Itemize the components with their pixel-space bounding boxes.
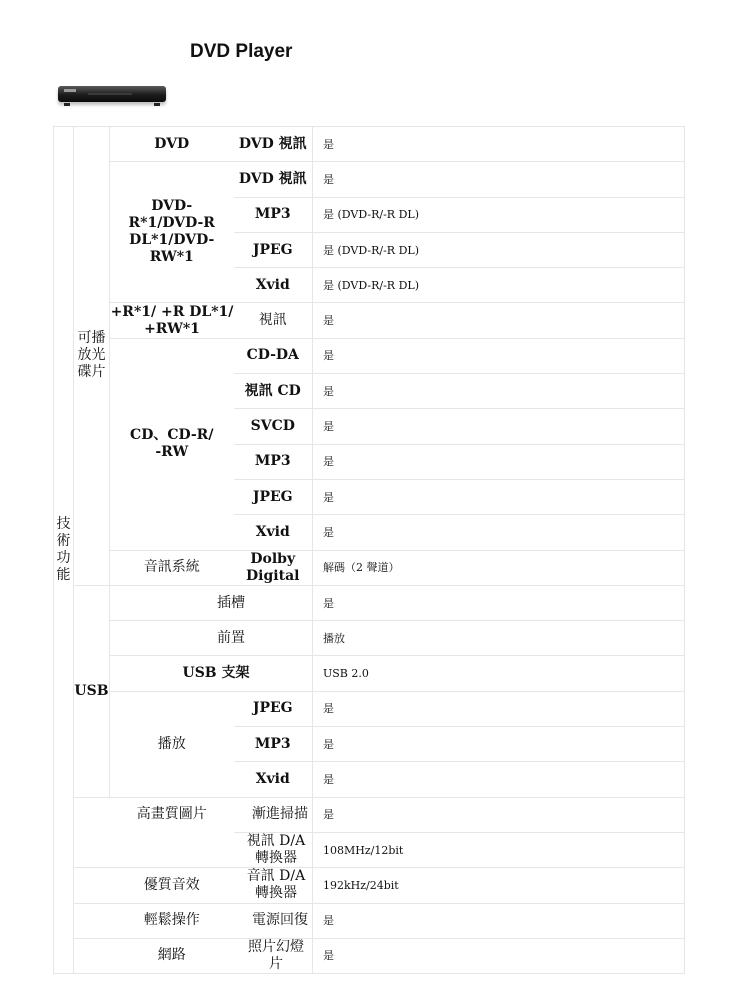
feature-value: 是 <box>313 303 685 338</box>
feature-value: 是 <box>313 338 685 373</box>
feature-label: 漸進掃描 <box>234 797 313 832</box>
feature-label: JPEG <box>234 232 313 267</box>
table-row <box>54 938 685 973</box>
feature-label: Xvid <box>234 268 313 303</box>
easy-op-label: 輕鬆操作 <box>74 903 234 938</box>
dolby-digital-label: Dolby Digital <box>246 550 300 584</box>
table-row <box>54 127 685 162</box>
table-row <box>54 550 685 585</box>
disc-type-plusr-label: +R*1/ +R DL*1/ +RW*1 <box>110 303 234 337</box>
feature-label: DVD 視訊 <box>234 127 313 162</box>
feature-value: 播放 <box>313 621 685 656</box>
page-title: DVD Player <box>190 41 293 62</box>
feature-label: DVD 視訊 <box>234 162 313 197</box>
feature-value: 是 (DVD-R/-R DL) <box>313 268 685 303</box>
table-row <box>54 691 685 726</box>
photo-slideshow-label: 照片幻燈片 <box>248 938 304 972</box>
feature-label <box>234 938 313 973</box>
feature-value: 是 <box>313 444 685 479</box>
feature-value: 是 <box>313 374 685 409</box>
feature-value: 是 <box>313 762 685 797</box>
table-row <box>54 338 685 373</box>
table-row <box>54 162 685 197</box>
spec-table <box>53 126 685 974</box>
feature-label: Xvid <box>234 762 313 797</box>
network-label: 網路 <box>74 938 234 973</box>
category-cell <box>54 127 74 974</box>
disc-group-cell <box>74 127 110 586</box>
table-row <box>54 656 685 691</box>
disc-type-cd <box>110 338 234 550</box>
feature-label: MP3 <box>234 727 313 762</box>
feature-label: Xvid <box>234 515 313 550</box>
feature-value: 是 <box>313 903 685 938</box>
table-row <box>54 797 685 832</box>
feature-value: 是 <box>313 515 685 550</box>
feature-value: 是 <box>313 691 685 726</box>
feature-value: 108MHz/12bit <box>313 832 685 867</box>
audio-dac-label: 音訊 D/A 轉換器 <box>246 868 306 902</box>
feature-value: 192kHz/24bit <box>313 868 685 903</box>
disc-type-dvdr-label: DVD-R*1/DVD-R DL*1/DVD-RW*1 <box>128 198 215 266</box>
feature-label: JPEG <box>234 691 313 726</box>
disc-type-dvdr <box>110 162 234 303</box>
disc-type-plusr <box>110 303 234 338</box>
feature-value: 是 <box>313 797 685 832</box>
disc-type-dvd: DVD <box>110 127 234 162</box>
dvd-player-image <box>58 84 168 110</box>
feature-value: 是 <box>313 938 685 973</box>
feature-value: USB 2.0 <box>313 656 685 691</box>
feature-value: 是 <box>313 585 685 620</box>
category-label: 技術功能 <box>56 516 71 584</box>
feature-value: 是 (DVD-R/-R DL) <box>313 197 685 232</box>
feature-label: JPEG <box>234 479 313 514</box>
usb-play-label: 播放 <box>110 691 234 797</box>
feature-label: MP3 <box>234 444 313 479</box>
feature-label: MP3 <box>234 197 313 232</box>
feature-label: SVCD <box>234 409 313 444</box>
table-row <box>54 585 685 620</box>
feature-label <box>234 832 313 867</box>
table-row <box>54 868 685 903</box>
disc-group-label: 可播放光碟片 <box>77 330 106 381</box>
feature-value: 解碼（2 聲道） <box>313 550 685 585</box>
feature-value: 是 <box>313 162 685 197</box>
feature-label <box>234 550 313 585</box>
feature-label: 電源回復 <box>234 903 313 938</box>
audio-system-label: 音訊系統 <box>110 550 234 585</box>
table-row <box>54 621 685 656</box>
feature-label: CD-DA <box>234 338 313 373</box>
usb-slot-label: 插槽 <box>110 585 313 620</box>
feature-value: 是 <box>313 409 685 444</box>
feature-value: 是 <box>313 727 685 762</box>
usb-front-label: 前置 <box>110 621 313 656</box>
hq-audio-label: 優質音效 <box>74 868 234 903</box>
usb-support-label: USB 支架 <box>110 656 313 691</box>
feature-value: 是 <box>313 127 685 162</box>
feature-label: 視訊 <box>234 303 313 338</box>
video-dac-label: 視訊 D/A 轉換器 <box>246 833 306 867</box>
hq-picture-label: 高畫質圖片 <box>74 797 234 868</box>
feature-value: 是 (DVD-R/-R DL) <box>313 232 685 267</box>
table-row <box>54 903 685 938</box>
usb-label: USB <box>74 585 110 797</box>
feature-label <box>234 868 313 903</box>
disc-type-cd-label: CD、CD-R/ -RW <box>130 427 214 461</box>
feature-label: 視訊 CD <box>234 374 313 409</box>
feature-value: 是 <box>313 479 685 514</box>
table-row <box>54 303 685 338</box>
